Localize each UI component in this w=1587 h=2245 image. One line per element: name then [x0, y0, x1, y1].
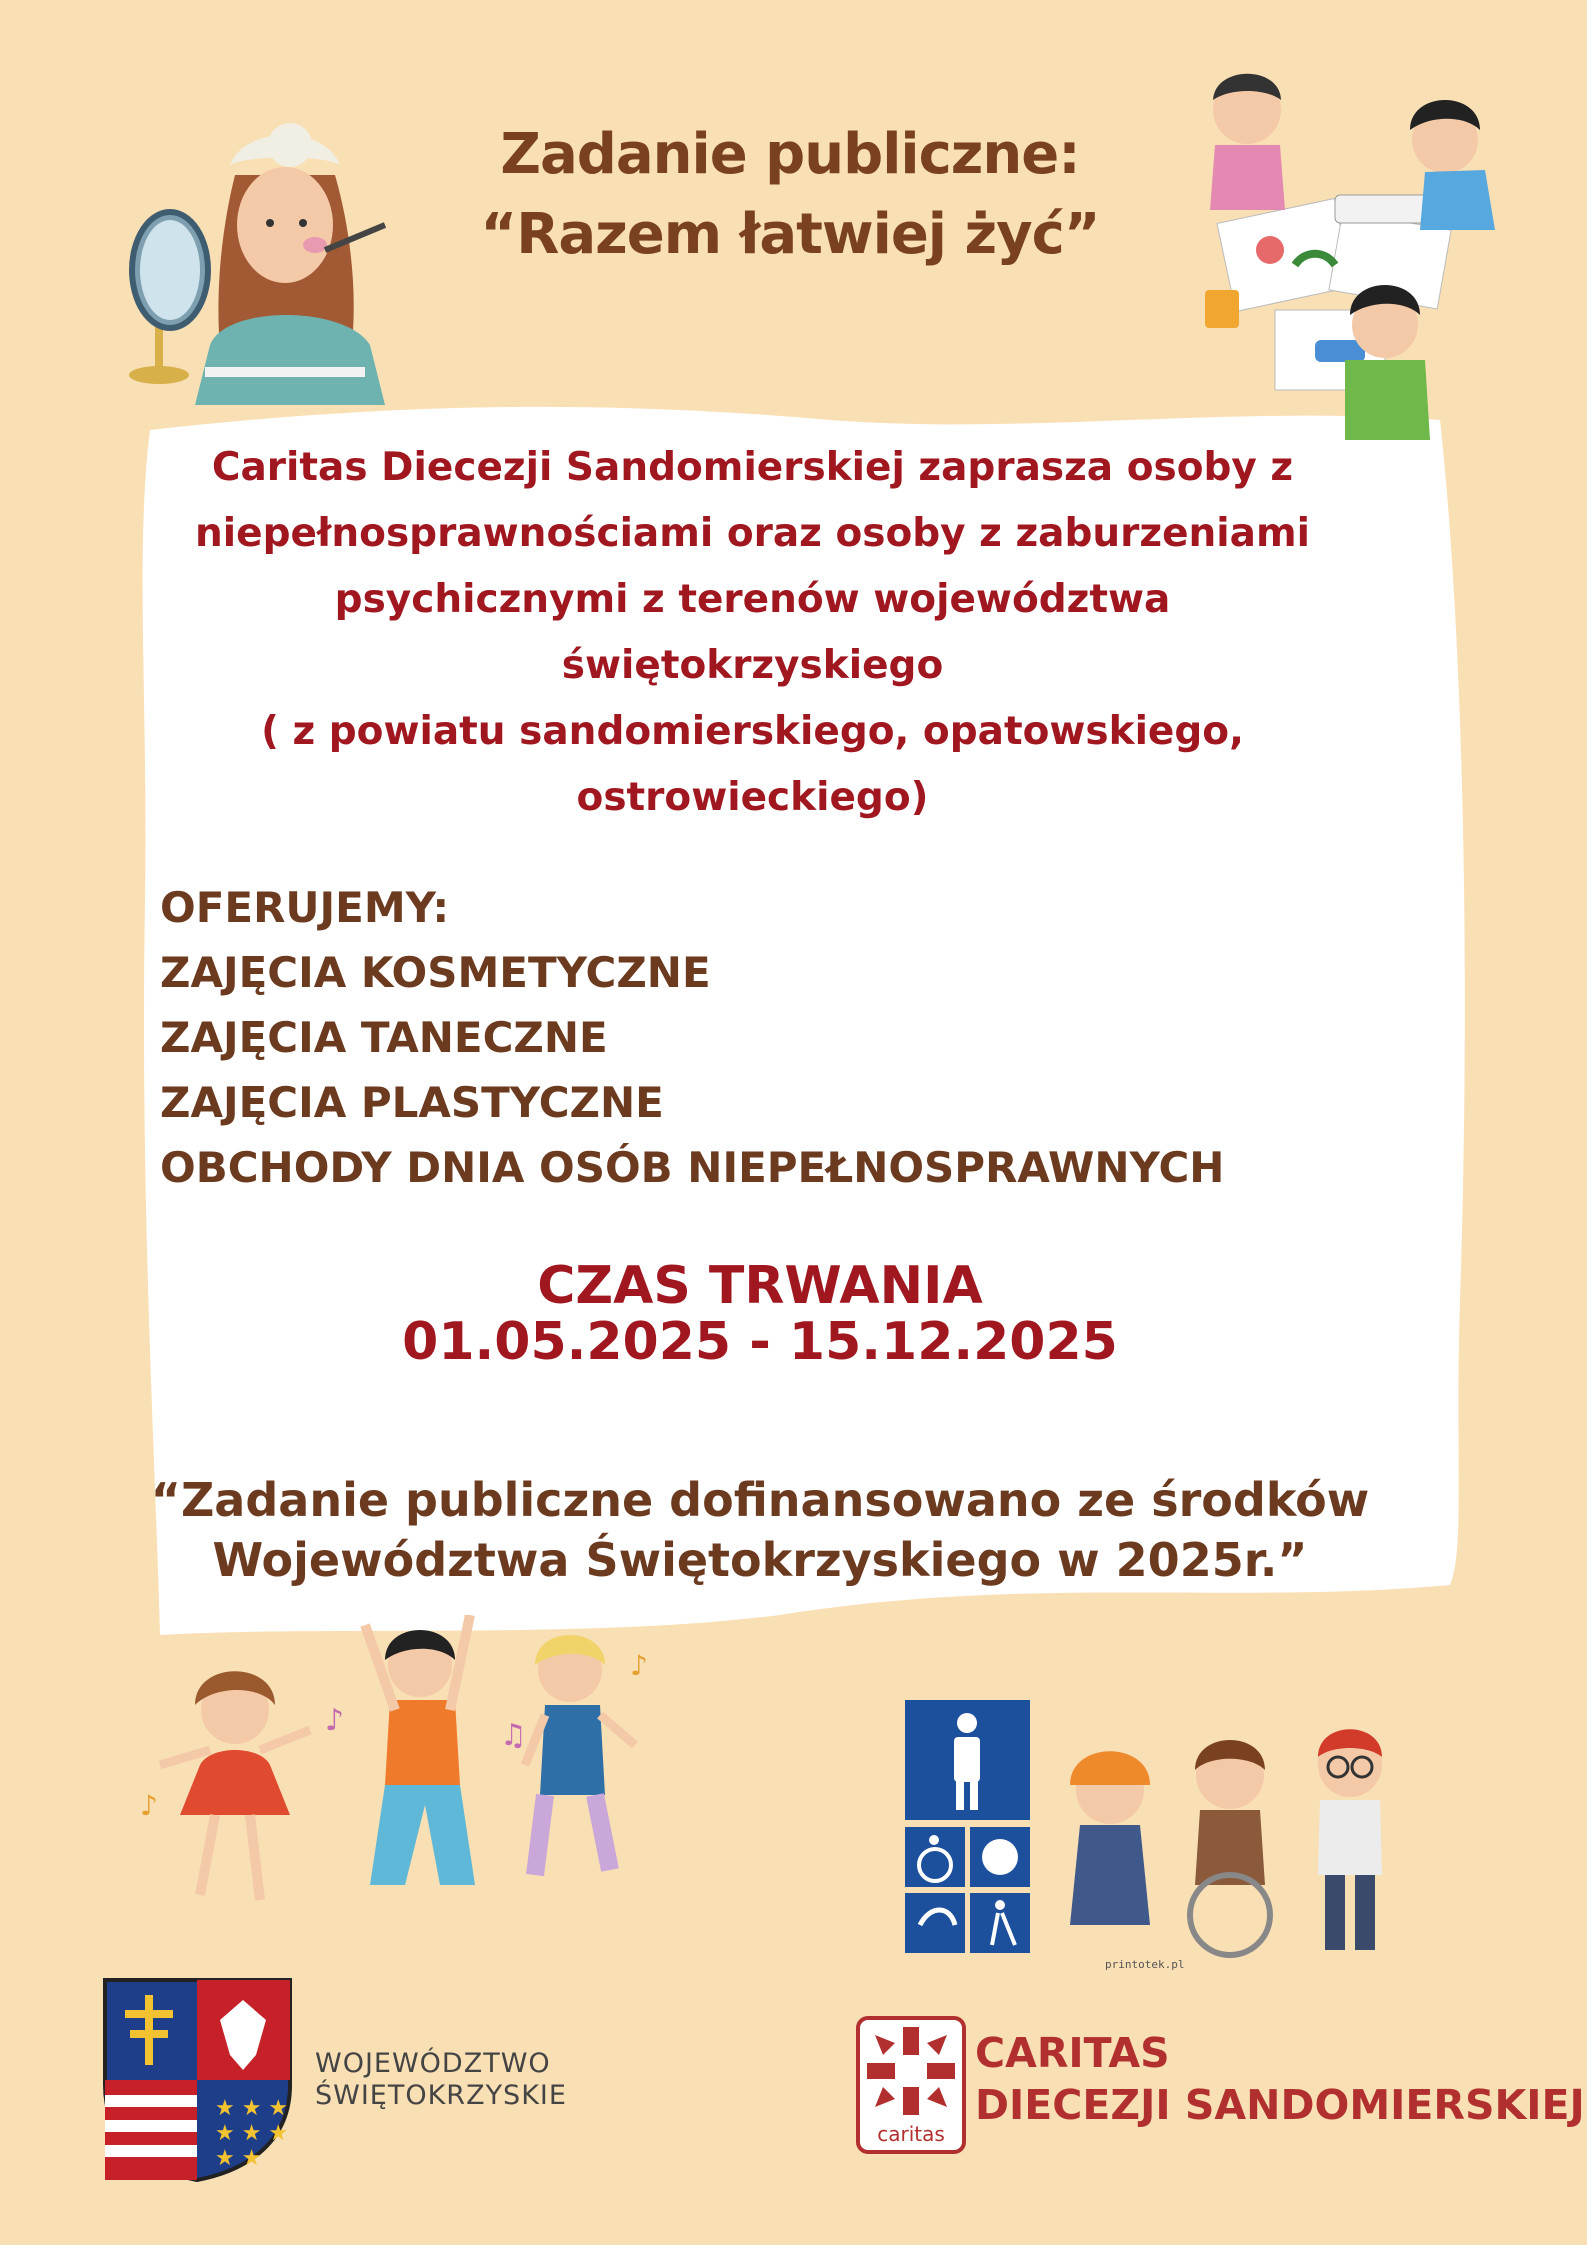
caritas-logo-icon	[855, 2015, 967, 2155]
funding-line-2: Województwa Świętokrzyskiego w 2025r.”	[212, 1533, 1308, 1587]
offer-item: ZAJĘCIA KOSMETYCZNE	[160, 948, 711, 997]
svg-text:★ ★ ★: ★ ★ ★	[215, 2121, 289, 2146]
wojewodztwo-label	[315, 2048, 567, 2112]
caritas-badge-text: caritas	[877, 2122, 945, 2146]
intro-paragraph	[175, 435, 1330, 831]
svg-text:★ ★ ★: ★ ★ ★	[215, 2096, 289, 2121]
intro-line: świętokrzyskiego	[561, 643, 944, 688]
accessibility-kids-illustration	[900, 1695, 1410, 1965]
svg-text:♪: ♪	[140, 1789, 158, 1822]
caritas-subtitle: DIECEZJI SANDOMIERSKIEJ	[975, 2081, 1585, 2129]
svg-text:★ ★: ★ ★	[215, 2146, 262, 2171]
svg-text:♫: ♫	[500, 1718, 527, 1753]
duration-label: CZAS TRWANIA	[537, 1256, 983, 1316]
intro-line: ostrowieckiego)	[576, 775, 929, 820]
intro-line: Caritas Diecezji Sandomierskiej zaprasza osoby z	[211, 445, 1294, 490]
duration-dates: 01.05.2025 - 15.12.2025	[402, 1312, 1118, 1372]
offer-heading: OFERUJEMY:	[160, 883, 450, 932]
offer-item: ZAJĘCIA PLASTYCZNE	[160, 1078, 664, 1127]
illustration-credit: printotek.pl	[1105, 1958, 1185, 1971]
dancing-kids-illustration	[140, 1615, 670, 1920]
poster-title	[420, 115, 1160, 275]
wojewodztwo-line-1: WOJEWÓDZTWO	[315, 2048, 551, 2079]
svg-text:♪: ♪	[325, 1703, 345, 1738]
intro-line: niepełnosprawnościami oraz osoby z zaburzeniami	[194, 511, 1310, 556]
offer-item: OBCHODY DNIA OSÓB NIEPEŁNOSPRAWNYCH	[160, 1143, 1225, 1192]
caritas-title: CARITAS	[975, 2029, 1170, 2077]
offer-list	[160, 875, 1360, 1200]
duration-block	[300, 1258, 1220, 1370]
funding-line-1: “Zadanie publiczne dofinansowano ze środków	[150, 1473, 1370, 1527]
kids-painting-illustration	[1185, 60, 1530, 440]
coat-of-arms-icon	[100, 1975, 295, 2185]
svg-text:♪: ♪	[630, 1649, 648, 1682]
makeup-woman-illustration	[125, 105, 425, 425]
wojewodztwo-line-2: ŚWIĘTOKRZYSKIE	[315, 2080, 567, 2111]
funding-note	[110, 1470, 1410, 1590]
offer-item: ZAJĘCIA TANECZNE	[160, 1013, 608, 1062]
intro-line: psychicznymi z terenów województwa	[334, 577, 1171, 622]
intro-line: ( z powiatu sandomierskiego, opatowskiego,	[261, 709, 1244, 754]
title-line-2: “Razem łatwiej żyć”	[480, 202, 1100, 267]
title-line-1: Zadanie publiczne:	[500, 122, 1080, 187]
